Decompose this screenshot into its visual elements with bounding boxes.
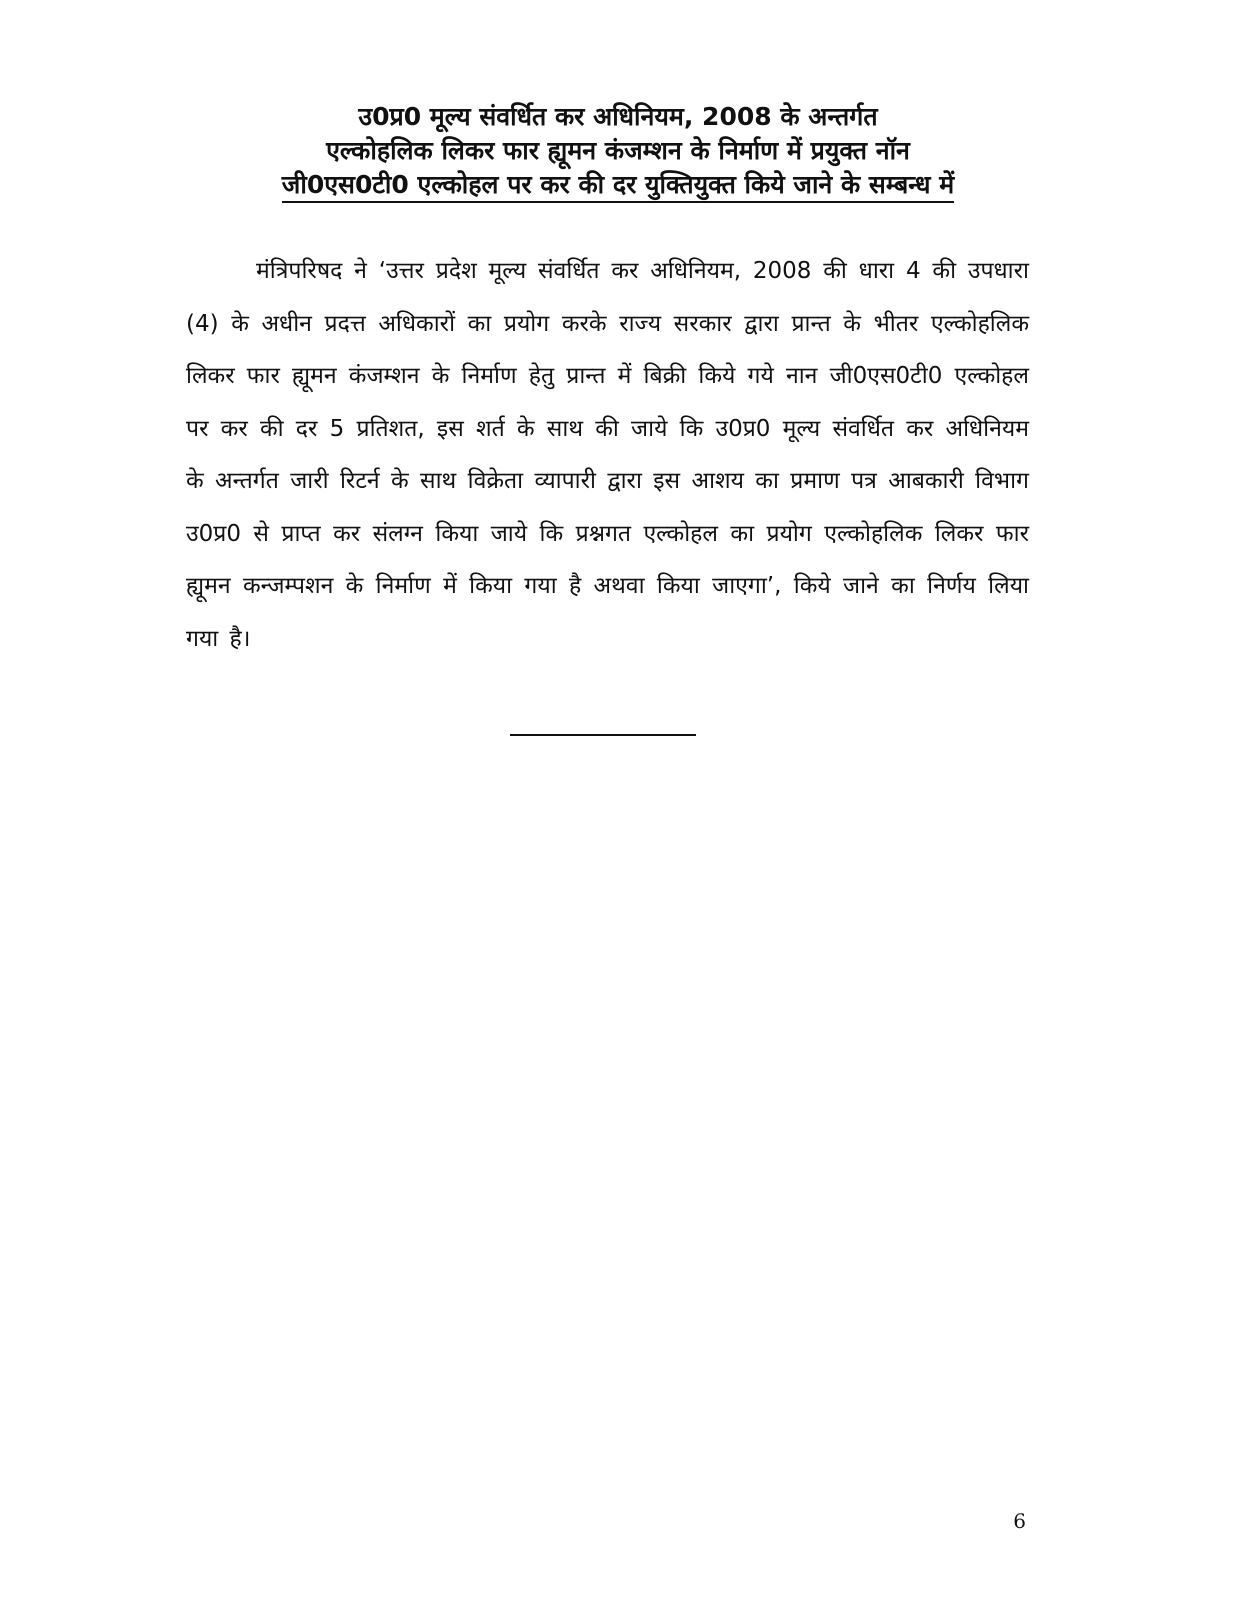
end-divider <box>510 734 696 736</box>
heading-line-3-text: जी0एस0टी0 एल्कोहल पर कर की दर युक्तियुक्त किये जाने के सम्बन्ध में <box>282 170 954 203</box>
heading-line-1: उ0प्र0 मूल्य संवर्धित कर अधिनियम, 2008 के अन्तर्गत <box>358 102 878 131</box>
heading-line-2: एल्कोहलिक लिकर फार ह्यूमन कंजम्शन के निर्माण में प्रयुक्त नॉन <box>326 136 910 165</box>
heading-line-3 <box>180 168 1056 202</box>
document-heading <box>180 100 1056 202</box>
page-number: 6 <box>1013 1509 1026 1533</box>
body-paragraph: मंत्रिपरिषद ने ‘उत्तर प्रदेश मूल्य संवर्धित कर अधिनियम, 2008 की धारा 4 की उपधारा (4) के अधीन प्रदत्त अधिकारों का प्रयोग करके राज्य सरकार द्वारा प्रान्त के भीतर एल्कोहलिक लिकर फार ह्यूमन कंजम्शन के निर्माण हेतु प्रान्त में बिक्री किये गये नान जी0एस0टी0 एल्कोहल पर कर की दर 5 प्रतिशत, इस शर्त के साथ की जाये कि उ0प्र0 मूल्य संवर्धित कर अधिनियम के अन्तर्गत जारी रिटर्न के साथ विक्रेता व्यापारी द्वारा इस आशय का प्रमाण पत्र आबकारी विभाग उ0प्र0 से प्राप्त कर संलग्न किया जाये कि प्रश्नगत एल्कोहल का प्रयोग एल्कोहलिक लिकर फार ह्यूमन कन्जम्पशन के निर्माण में किया गया है अथवा किया जाएगा’, किये जाने का निर्णय लिया गया है। <box>186 258 1029 652</box>
